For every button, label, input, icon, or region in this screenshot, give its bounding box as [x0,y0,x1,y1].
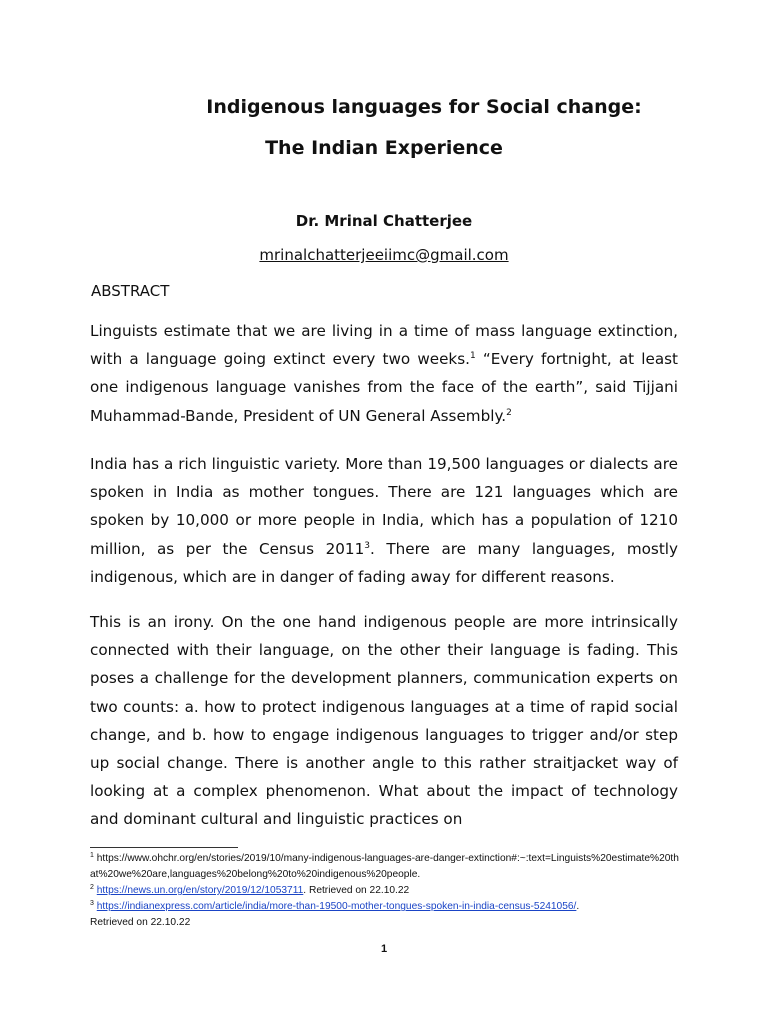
author-name: Dr. Mrinal Chatterjee [295,212,473,230]
footnote-ref-2[interactable]: 2 [506,407,512,418]
footnote-2-link[interactable]: https://news.un.org/en/story/2019/12/1053711 [96,885,304,896]
abstract-heading: ABSTRACT [91,282,170,300]
document-title-line-2: The Indian Experience [265,137,503,159]
paragraph-2-text-a: India has a rich linguistic variety. More than 19,500 languages or dialects are spoken in India as mother tongues. There are 121 languages which are spoken by 10,000 or more people in India, which has a population of 1210 million, as per the Census 2011 [90,455,678,558]
footnote-3-retrieved: Retrieved on 22.10.22 [90,917,191,928]
paragraph-1-text-a: Linguists estimate that we are living in a time of mass language extinction, with a language going extinct every two weeks. [90,322,678,369]
footnote-1-url: https://www.ohchr.org/en/stories/2019/10/many-indigenous-languages-are-danger-extinction#:~:text=Linguists%20estimate%20that%20we%20are,languages%20belong%20to%20indigenous%20people. [90,853,679,880]
document-title-line-1: Indigenous languages for Social change: [206,96,642,118]
paragraph-1 [90,317,678,430]
author-email-link[interactable]: mrinalchatterjeeiimc@gmail.com [259,246,509,264]
footnote-2-suffix: . Retrieved on 22.10.22 [303,885,410,896]
footnote-3-link[interactable]: https://indianexpress.com/article/india/more-than-19500-mother-tongues-spoken-in-india-census-5241056/ [96,901,577,912]
footnote-2 [90,883,680,899]
footnote-3 [90,899,680,931]
footnote-1 [90,851,680,883]
page-number: 1 [380,943,388,955]
footnote-2-number: 2 [90,884,94,891]
footnote-3-suffix: . [576,901,580,912]
footnote-1-number: 1 [90,852,94,859]
paragraph-2 [90,450,678,591]
paragraph-3: This is an irony. On the one hand indigenous people are more intrinsically connected with their language, on the other their language is fading. This poses a challenge for the development planners, communication experts on two counts: a. how to protect indigenous languages at a time of rapid social change, and b. how to engage indigenous languages to trigger and/or step up social change. There is another angle to this rather straitjacket way of looking at a complex phenomenon. What about the impact of technology and dominant cultural and linguistic practices on [90,613,678,829]
footnote-ref-1[interactable]: 1 [469,351,476,362]
footnote-ref-3[interactable]: 3 [364,540,370,551]
paragraph-2-text-b: . There are many languages, mostly indigenous, which are in danger of fading away for different reasons. [90,539,679,586]
paragraph-1-text-b: “Every fortnight, at least one indigenous language vanishes from the face of the earth”, said Tijjani Muhammad-Bande, President of UN General Assembly. [90,350,678,425]
footnote-3-number: 3 [90,900,94,907]
footnote-separator [90,847,238,848]
footnotes [90,851,680,931]
